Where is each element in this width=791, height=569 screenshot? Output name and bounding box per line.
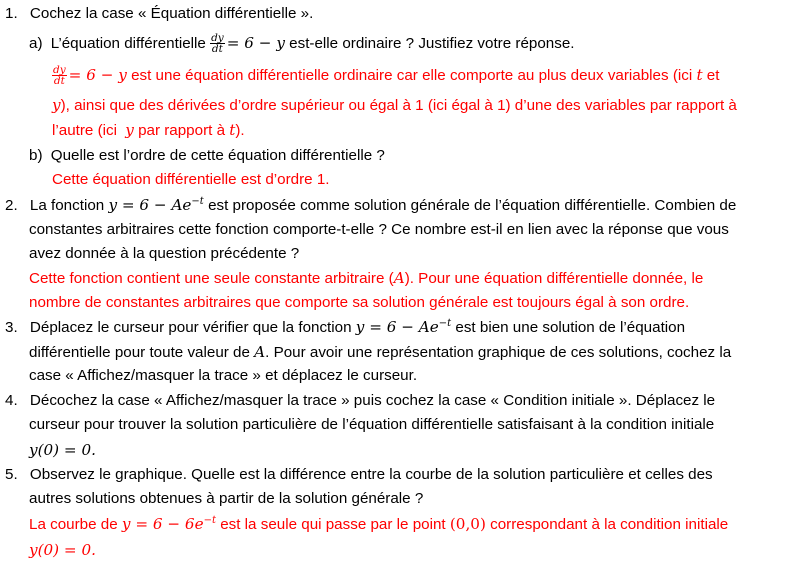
- q1a-answer-text3b: par rapport à: [138, 122, 226, 139]
- q5-answer-line2: [29, 540, 96, 561]
- q2-expr: y = 6 − Ae: [108, 196, 192, 214]
- q2-exp: −t: [191, 195, 204, 207]
- q5-answer-exp: −t: [203, 514, 216, 526]
- q5-answer-text2: y(0) = 0.: [29, 541, 96, 559]
- q3-line2: [29, 342, 731, 363]
- q3-line1: [5, 317, 685, 338]
- q4-line1: [5, 391, 715, 411]
- q5-answer-text1a: La courbe de: [29, 516, 118, 533]
- q1a-answer-line2: [52, 95, 737, 116]
- q2-line3: [29, 244, 299, 264]
- q3-number: 3.: [5, 319, 18, 336]
- q1b-label: b): [29, 147, 43, 164]
- q2-answer-text1b: ). Pour une équation différentielle donnée, le: [404, 270, 704, 287]
- q1b-line: [29, 146, 385, 166]
- q4-text2: curseur pour trouver la solution particulière de l’équation différentielle satisfaisant à la condition initiale: [29, 416, 715, 433]
- q2-answer-text1a: Cette fonction contient une seule constante arbitraire (: [29, 270, 394, 287]
- q2-line2: [29, 220, 729, 240]
- q3-var: A: [254, 343, 266, 361]
- q1-number: 1.: [5, 5, 18, 22]
- q2-answer-line1: [29, 268, 703, 289]
- q1a-answer-line1: [52, 65, 719, 86]
- q1a-line: [29, 33, 575, 54]
- q1a-answer-var-t: t: [696, 66, 703, 84]
- q1b-answer-text: Cette équation différentielle est d’ordre 1.: [52, 171, 330, 188]
- q5-answer-text1c: correspondant à la condition initiale: [490, 516, 729, 533]
- q2-answer-text2: nombre de constantes arbitraires que comporte sa solution générale est toujours égal à son ordre.: [29, 294, 690, 311]
- q1-line: [5, 4, 313, 24]
- q2-answer-var: A: [393, 269, 405, 287]
- q3-exp: −t: [438, 317, 452, 329]
- q5-line2: [29, 489, 423, 509]
- q1a-answer-text2: ), ainsi que des dérivées d’ordre supérieur ou égal à 1 (ici égal à 1) d’une des variables par rapport à: [60, 97, 737, 114]
- q5-answer-point: (0,0): [449, 515, 486, 533]
- q1a-post: est-elle ordinaire ? Justifiez votre réponse.: [289, 35, 575, 52]
- q1a-answer-var-t2: t: [229, 121, 236, 139]
- q5-answer-line1: [29, 514, 728, 535]
- q5-text2: autres solutions obtenues à partir de la solution générale ?: [29, 490, 424, 507]
- q4-line2: [29, 415, 714, 435]
- q1a-answer-var-y: y: [52, 96, 61, 114]
- q3-expr: y = 6 − Ae: [355, 318, 439, 336]
- q2-line1: [5, 195, 736, 216]
- q1a-answer-et: et: [706, 67, 720, 84]
- q1a-answer-text3c: ).: [235, 122, 245, 139]
- q3-text1: est bien une solution de l’équation: [455, 319, 686, 336]
- q2-text1: est proposée comme solution générale de l’équation différentielle. Combien de: [208, 197, 737, 214]
- q5-answer-text1b: est la seule qui passe par le point: [220, 516, 446, 533]
- q5-number: 5.: [5, 466, 18, 483]
- q1a-answer-equation: = 6 − y: [68, 66, 127, 84]
- q1a-pre: L’équation différentielle: [50, 35, 206, 52]
- q3-pre: Déplacez le curseur pour vérifier que la fonction: [29, 319, 352, 336]
- q5-line1: [5, 465, 713, 485]
- q3-text3: case « Affichez/masquer la trace » et déplacez le curseur.: [29, 367, 418, 384]
- q1b-answer: [52, 170, 330, 190]
- q1a-answer-var-y2: y: [125, 121, 134, 139]
- q1a-answer-text3a: l’autre (ici: [52, 122, 117, 139]
- q2-text2: constantes arbitraires cette fonction comporte-t-elle ? Ce nombre est-il en lien avec la réponse que vous: [29, 221, 729, 238]
- q5-answer-expr: y = 6 − 6e: [121, 515, 204, 533]
- q1a-answer-text1: est une équation différentielle ordinaire car elle comporte au plus deux variables (ici: [131, 67, 693, 84]
- q5-text1: Observez le graphique. Quelle est la différence entre la courbe de la solution particulière et celles des: [29, 466, 713, 483]
- q4-number: 4.: [5, 392, 18, 409]
- q1a-fraction: $\frac{dy}{dt}$: [211, 32, 224, 56]
- q4-text1: Décochez la case « Affichez/masquer la trace » puis cochez la case « Condition initiale ». Déplacez le: [29, 392, 716, 409]
- q2-answer-line2: [29, 293, 689, 313]
- q2-pre: La fonction: [29, 197, 105, 214]
- q1-text: Cochez la case « Équation différentielle ».: [29, 5, 314, 22]
- q3-text2a: différentielle pour toute valeur de: [29, 344, 250, 361]
- q1a-label: a): [29, 35, 43, 52]
- q3-text2b: . Pour avoir une représentation graphique de ces solutions, cochez la: [265, 344, 732, 361]
- q1a-answer-fraction: $\frac{dy}{dt}$: [53, 64, 66, 88]
- q3-line3: [29, 366, 417, 386]
- q2-number: 2.: [5, 197, 18, 214]
- q1b-text: Quelle est l’ordre de cette équation différentielle ?: [50, 147, 385, 164]
- q1a-equation: = 6 − y: [226, 34, 285, 52]
- q4-line3: [29, 440, 96, 461]
- q2-text3: avez donnée à la question précédente ?: [29, 245, 300, 262]
- q1a-answer-line3: [52, 120, 245, 141]
- q4-text3: y(0) = 0.: [29, 441, 96, 459]
